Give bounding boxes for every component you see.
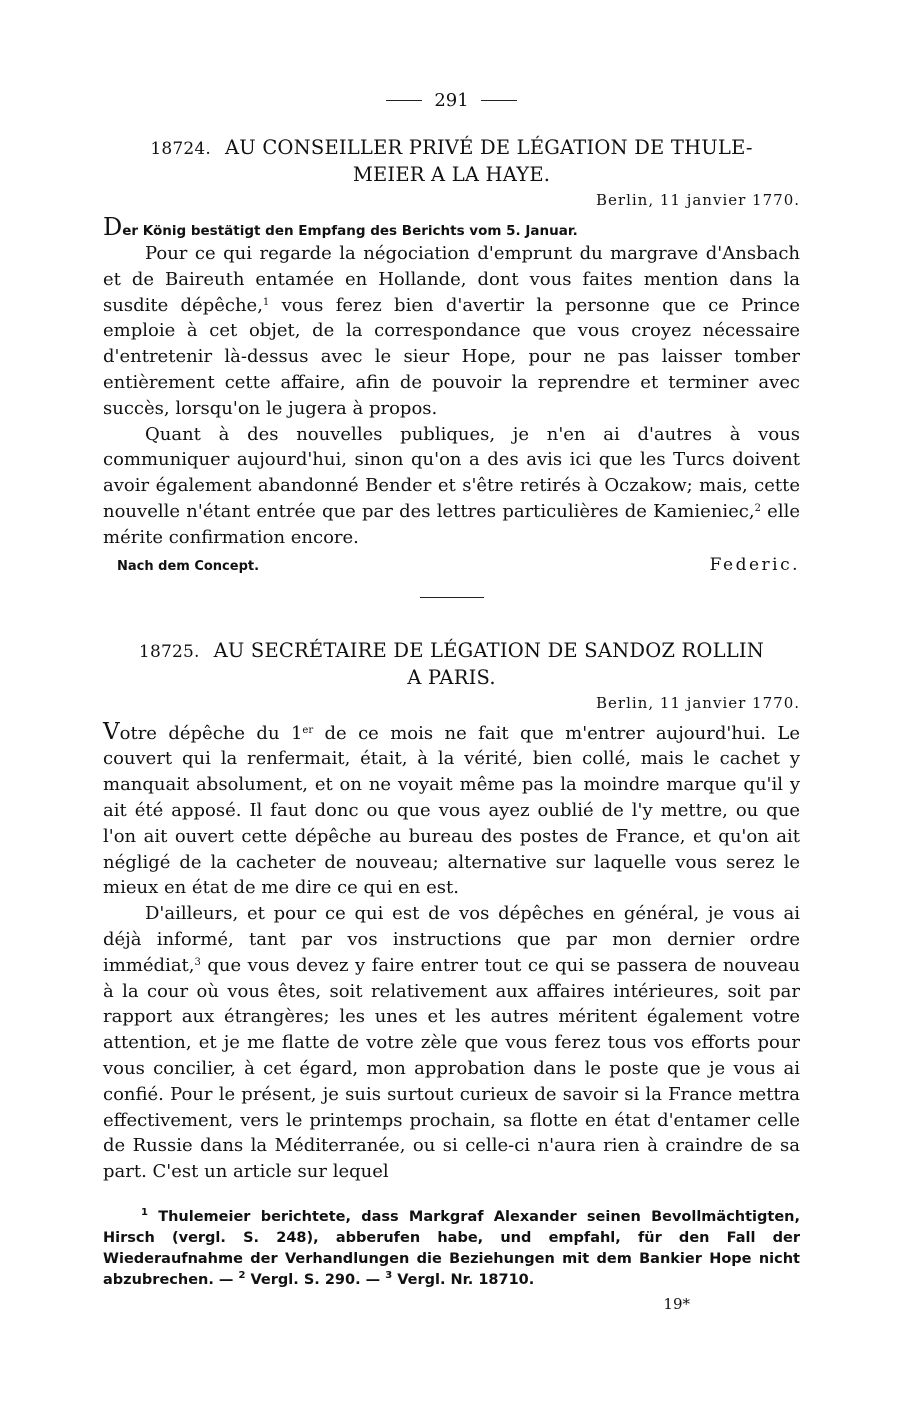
place-date: Berlin, 11 janvier 1770.: [596, 191, 800, 209]
footnote-ref[interactable]: 1: [262, 296, 270, 308]
footnote-mark: 3: [385, 1269, 393, 1281]
footnote-text: Thulemeier berichtete, dass Markgraf Alexander seinen Bevollmächtigten, Hirsch (vergl. S. 248), abberufen habe, und empfahl, für den Fall der Wiederaufnahme der Verhandlungen die Beziehungen mit dem Bankier Hope nicht abzubrechen. —: [103, 1208, 800, 1288]
paragraph-text: Pour ce qui regarde la négociation d'emprunt du margrave d'Ansbach et de Baireuth entamée en Hollande, dont vous faites mention dans la susdite dépêche,: [103, 243, 800, 316]
page-number: 291: [434, 89, 469, 111]
paragraph: [103, 720, 800, 902]
letter-18724: [103, 135, 800, 598]
summary-initial: D: [103, 213, 123, 241]
source-note: Nach dem Concept.: [117, 558, 260, 574]
footnote: [103, 1207, 800, 1291]
letter-18725: [103, 638, 800, 1185]
signature-mark: 19*: [663, 1294, 690, 1313]
heading-line-1: AU SECRÉTAIRE DE LÉGATION DE SANDOZ ROLLIN: [213, 638, 765, 662]
document-page: [103, 85, 800, 1313]
footnotes: [103, 1207, 800, 1291]
place-date: Berlin, 11 janvier 1770.: [596, 693, 800, 712]
heading-line-2: A PARIS.: [407, 665, 496, 689]
section-divider: [420, 597, 484, 598]
letter-closing: [103, 555, 800, 575]
summary-line: [103, 213, 800, 241]
paragraph-text: que vous devez y faire entrer tout ce qui se passera de nouveau à la cour où vous êtes, soit relativement aux affaires intérieures, soit par rapport aux étrangères; les unes et les autres méritent également votre attention, et je me flatte de votre zèle que vous ferez tous vos efforts pour vous concilier, à cet égard, mon approbation dans le poste que je vous ai confié. Pour le présent, je suis surtout curieux de savoir si la France mettra effectivement, vers le printemps prochain, sa flotte en état d'entamer celle de Russie dans la Méditerranée, ou si celle-ci n'aura rien à craindre de sa part. C'est un article sur lequel: [103, 954, 800, 1183]
footnote-ref[interactable]: 2: [754, 502, 761, 514]
paragraph: [103, 241, 800, 422]
paragraph-text: D'ailleurs, et pour ce qui est de vos dépêches en général, je vous ai déjà informé, tant par vos instructions que par mon dernier ordre immédiat,: [103, 903, 800, 976]
header-rule-left: [386, 100, 422, 101]
letter-number: 18725.: [138, 641, 200, 662]
paragraph-text: de ce mois ne fait que m'entrer aujourd'hui. Le couvert qui la renfermait, était, à la vérité, bien collé, mais le cachet y manquait absolument, et on ne voyait même pas la moindre marque qu'il y ait été apposé. Il faut donc ou que vous ayez oublié de l'y mettre, ou que l'on ait ouvert cette dépêche au bureau des postes de France, et qu'on ait négligé de la cacheter de nouveau; alternative sur laquelle vous serez le mieux en état de me dire ce qui en est.: [103, 722, 800, 899]
header-rule-right: [481, 100, 517, 101]
paragraph-text: Quant à des nouvelles publiques, je n'en ai d'autres à vous communiquer aujourd'hui, sinon qu'on a des avis ici que les Turcs doivent avoir également abandonné Bender et s'être retirés à Oczakow; mais, cette nouvelle n'étant entrée que par des lettres particulières de Kamieniec,: [103, 423, 800, 522]
paragraph: [103, 422, 800, 551]
paragraph-text: elle mérite confirmation encore.: [103, 500, 800, 548]
footnote-text: Vergl. S. 290. —: [245, 1271, 386, 1288]
drop-initial: V: [103, 718, 120, 745]
letter-heading: [103, 135, 800, 187]
paragraph: [103, 901, 800, 1185]
letter-heading: [103, 638, 800, 690]
footnote-mark: 1: [141, 1206, 148, 1218]
superscript: er: [302, 724, 314, 736]
signature: Federic.: [709, 554, 800, 575]
paragraph-text: vous ferez bien d'avertir la personne que ce Prince emploie à cet objet, de la correspondance que vous croyez nécessaire d'entretenir là-dessus avec le sieur Hope, pour ne pas laisser tomber entièrement cette affaire, afin de pouvoir la reprendre et terminer avec succès, lorsqu'on le jugera à propos.: [103, 294, 800, 419]
heading-line-2: MEIER A LA HAYE.: [352, 163, 551, 186]
page-header: [103, 85, 800, 115]
summary-text: er König bestätigt den Empfang des Berichts vom 5. Januar.: [122, 223, 578, 239]
heading-line-1: AU CONSEILLER PRIVÉ DE LÉGATION DE THULE-: [225, 136, 753, 159]
footnote-mark: 2: [238, 1269, 246, 1281]
paragraph-text: otre dépêche du 1: [119, 722, 303, 744]
footnote-text: Vergl. Nr. 18710.: [392, 1271, 535, 1288]
footnote-ref[interactable]: 3: [194, 956, 201, 968]
letter-number: 18724.: [150, 139, 211, 159]
